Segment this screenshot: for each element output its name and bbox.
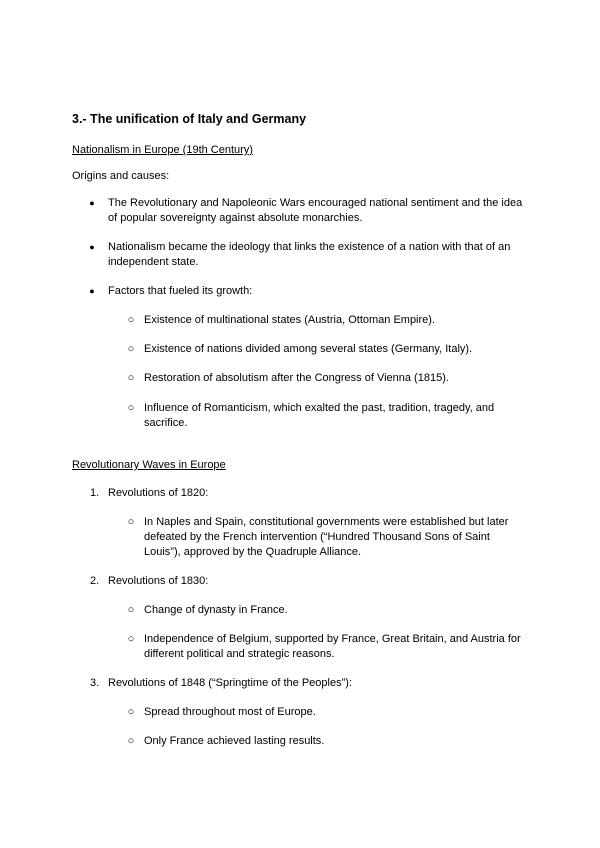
bullet-text-line: of popular sovereignty against absolute monarchies.: [108, 212, 363, 224]
circle-bullet-icon: ○: [127, 343, 135, 355]
circle-bullet-icon: ○: [127, 372, 135, 384]
sub-bullet-text: Existence of nations divided among several states (Germany, Italy).: [144, 343, 473, 355]
sub-bullet-text: Only France achieved lasting results.: [144, 735, 325, 747]
circle-bullet-icon: ○: [127, 314, 135, 326]
list-item-label: Revolutions of 1830:: [108, 575, 209, 587]
sub-bullet-text: Influence of Romanticism, which exalted the past, tradition, tragedy, and: [144, 402, 495, 414]
bullet-text-line: Nationalism became the ideology that links the existence of a nation with that of an: [108, 241, 511, 253]
sub-bullet-text: Spread throughout most of Europe.: [144, 706, 316, 718]
sub-bullet-text: defeated by the French intervention (“Hundred Thousand Sons of Saint: [144, 531, 490, 543]
bullet-dot-icon: ●: [89, 286, 95, 296]
list-item-label: Revolutions of 1848 (“Springtime of the Peoples”):: [108, 677, 352, 689]
list-number: 1.: [90, 487, 100, 499]
sub-bullet-text: In Naples and Spain, constitutional governments were established but later: [144, 516, 509, 528]
sub-bullet-text: Change of dynasty in France.: [144, 604, 288, 616]
section-intro: Origins and causes:: [72, 170, 170, 182]
page-title: 3.- The unification of Italy and Germany: [72, 112, 307, 126]
circle-bullet-icon: ○: [127, 706, 135, 718]
bullet-dot-icon: ●: [89, 198, 95, 208]
bullet-text-line: independent state.: [108, 256, 199, 268]
sub-bullet-text: Louis”), approved by the Quadruple Alliance.: [144, 546, 362, 558]
sub-bullet-text: Existence of multinational states (Austria, Ottoman Empire).: [144, 314, 436, 326]
section-heading-nationalism: Nationalism in Europe (19th Century): [72, 144, 253, 156]
list-number: 3.: [90, 677, 100, 689]
sub-bullet-text: different political and strategic reasons.: [144, 648, 335, 660]
bullet-text-line: Factors that fueled its growth:: [108, 285, 253, 297]
circle-bullet-icon: ○: [127, 735, 135, 747]
circle-bullet-icon: ○: [127, 604, 135, 616]
bullet-dot-icon: ●: [89, 242, 95, 252]
sub-bullet-text: sacrifice.: [144, 417, 188, 429]
circle-bullet-icon: ○: [127, 633, 135, 645]
section-heading-revolutionary-waves: Revolutionary Waves in Europe: [72, 459, 226, 471]
list-number: 2.: [90, 575, 100, 587]
circle-bullet-icon: ○: [127, 402, 135, 414]
sub-bullet-text: Restoration of absolutism after the Congress of Vienna (1815).: [144, 372, 449, 384]
bullet-text-line: The Revolutionary and Napoleonic Wars encouraged national sentiment and the idea: [108, 197, 523, 209]
circle-bullet-icon: ○: [127, 516, 135, 528]
list-item-label: Revolutions of 1820:: [108, 487, 209, 499]
sub-bullet-text: Independence of Belgium, supported by France, Great Britain, and Austria for: [144, 633, 521, 645]
